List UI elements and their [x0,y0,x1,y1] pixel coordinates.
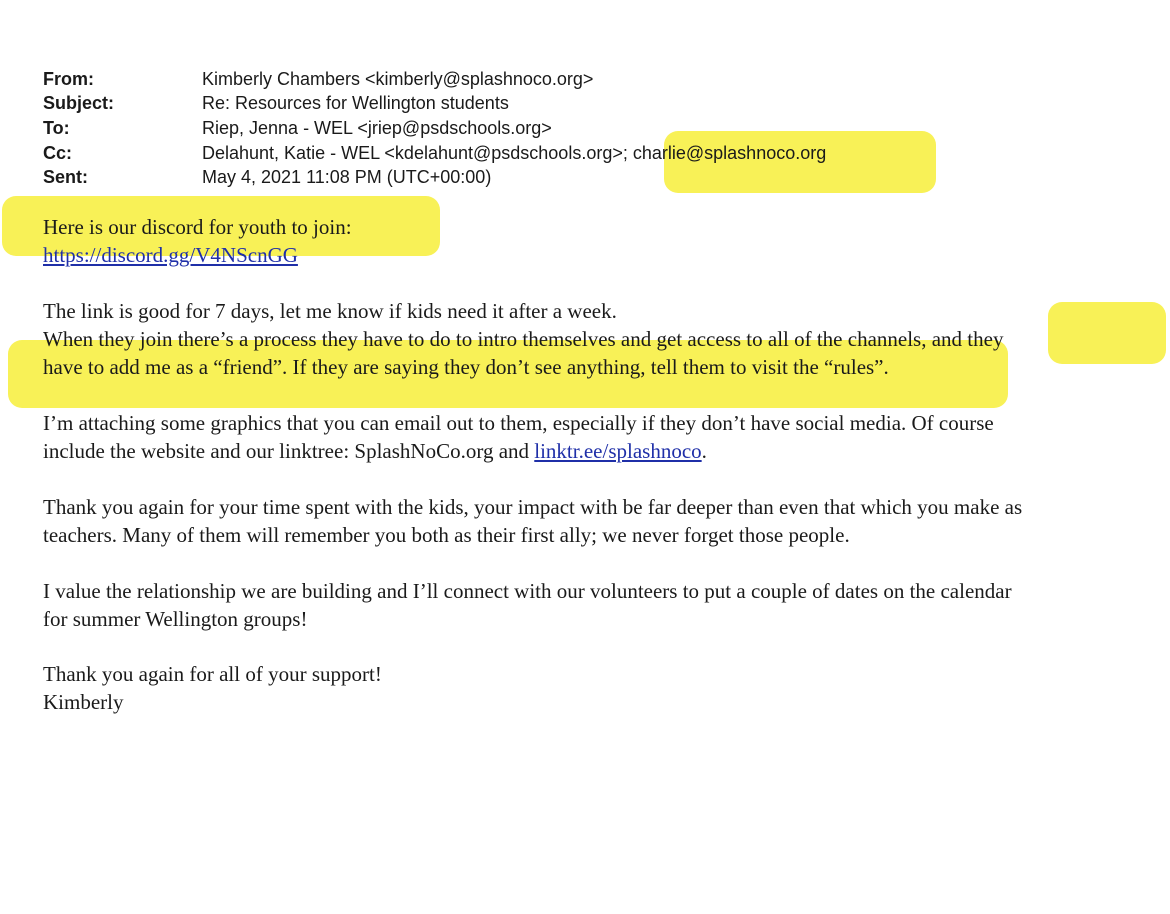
subject-label: Subject: [43,93,115,113]
paragraph-discord [43,213,1158,269]
cc-value [202,141,826,165]
cc-value-charlie: ; charlie@splashnoco.org [622,143,827,163]
to-label: To: [43,118,70,138]
subject-value: Re: Resources for Wellington students [202,93,509,113]
sent-value: May 4, 2021 11:08 PM (UTC+00:00) [202,167,492,187]
paragraph-relationship [43,577,1158,633]
summer-groups-line: for summer Wellington groups! [43,607,308,631]
link-validity-line: The link is good for 7 days, let me know if kids need it after a week. [43,299,617,323]
paragraph-graphics [43,409,1158,465]
from-value: Kimberly Chambers <kimberly@splashnoco.org> [202,69,594,89]
join-process-line: When they join there’s a process they have to do to intro themselves and get access to all of the channels, and they [43,327,1004,351]
signoff [43,660,1158,716]
graphics-line: I’m attaching some graphics that you can email out to them, especially if they don’t have social media. Of course [43,411,994,435]
to-value: Riep, Jenna - WEL <jriep@psdschools.org> [202,118,552,138]
linktree-link[interactable]: linktr.ee/splashnoco [534,439,702,463]
from-label: From: [43,69,94,89]
paragraph-thanks-time [43,493,1158,549]
cc-label: Cc: [43,143,73,163]
website-line: include the website and our linktree: SplashNoCo.org and [43,439,535,463]
website-line-end: . [701,439,707,463]
paragraph-link-info [43,297,1158,381]
sent-label: Sent: [43,167,88,187]
relationship-line: I value the relationship we are building and I’ll connect with our volunteers to put a couple of dates on the calendar [43,579,1012,603]
cc-value-katie: Delahunt, Katie - WEL <kdelahunt@psdschools.org> [202,143,623,163]
thanks-time-line: Thank you again for your time spent with the kids, your impact with be far deeper than even that which you make as [43,495,1023,519]
signature-name: Kimberly [43,690,124,714]
discord-intro-line: Here is our discord for youth to join: [43,215,352,239]
discord-link[interactable]: https://discord.gg/V4NScnGG [43,243,298,267]
first-ally-line: teachers. Many of them will remember you both as their first ally; we never forget those people. [43,523,850,547]
thanks-support-line: Thank you again for all of your support! [43,662,382,686]
add-friend-line: have to add me as a “friend”. If they are saying they don’t see anything, tell them to visit the “rules”. [43,355,889,379]
